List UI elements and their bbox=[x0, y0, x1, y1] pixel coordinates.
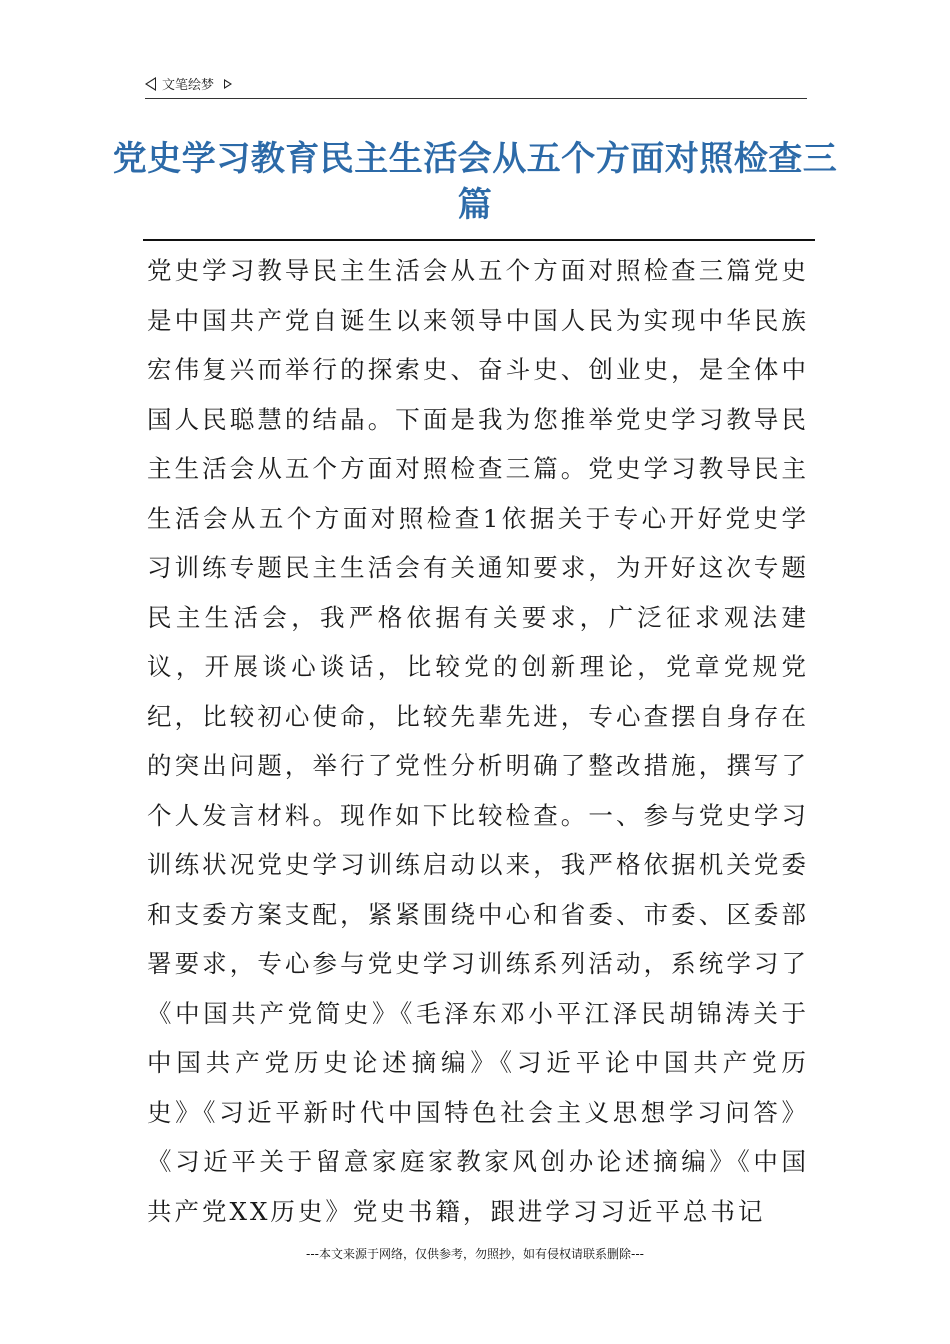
header-brand bbox=[145, 74, 232, 93]
triangle-right-icon bbox=[224, 79, 232, 89]
document-body: 党史学习教导民主生活会从五个方面对照检查三篇党史是中国共产党自诞生以来领导中国人民为实现中华民族宏伟复兴而举行的探索史、奋斗史、创业史，是全体中国人民聪慧的结晶。下面是我为您推举党史学习教导民主生活会从五个方面对照检查三篇。党史学习教导民主生活会从五个方面对照检查1依据关于专心开好党史学习训练专题民主生活会有关通知要求，为开好这次专题民主生活会，我严格依据有关要求，广泛征求观法建议，开展谈心谈话，比较党的创新理论，党章党规党纪，比较初心使命，比较先辈先进，专心查摆自身存在的突出问题，举行了党性分析明确了整改措施，撰写了个人发言材料。现作如下比较检查。一、参与党史学习训练状况党史学习训练启动以来，我严格依据机关党委和支委方案支配，紧紧围绕中心和省委、市委、区委部署要求，专心参与党史学习训练系列活动，系统学习了《中国共产党简史》《毛泽东邓小平江泽民胡锦涛关于中国共产党历史论述摘编》《习近平论中国共产党历史》《习近平新时代中国特色社会主义思想学习问答》《习近平关于留意家庭家教家风创办论述摘编》《中国共产党XX历史》党史书籍，跟进学习习近平总书记 bbox=[147, 256, 809, 1226]
document-title: 党史学习教育民主生活会从五个方面对照检查三篇 bbox=[112, 139, 838, 225]
triangle-left-icon bbox=[145, 77, 156, 91]
brand-label: 文笔绘梦 bbox=[162, 78, 215, 93]
page-header bbox=[145, 72, 807, 99]
page-footer: ---本文来源于网络，仅供参考，勿照抄，如有侵权请联系删除--- bbox=[306, 1247, 644, 1261]
title-divider bbox=[143, 239, 815, 241]
